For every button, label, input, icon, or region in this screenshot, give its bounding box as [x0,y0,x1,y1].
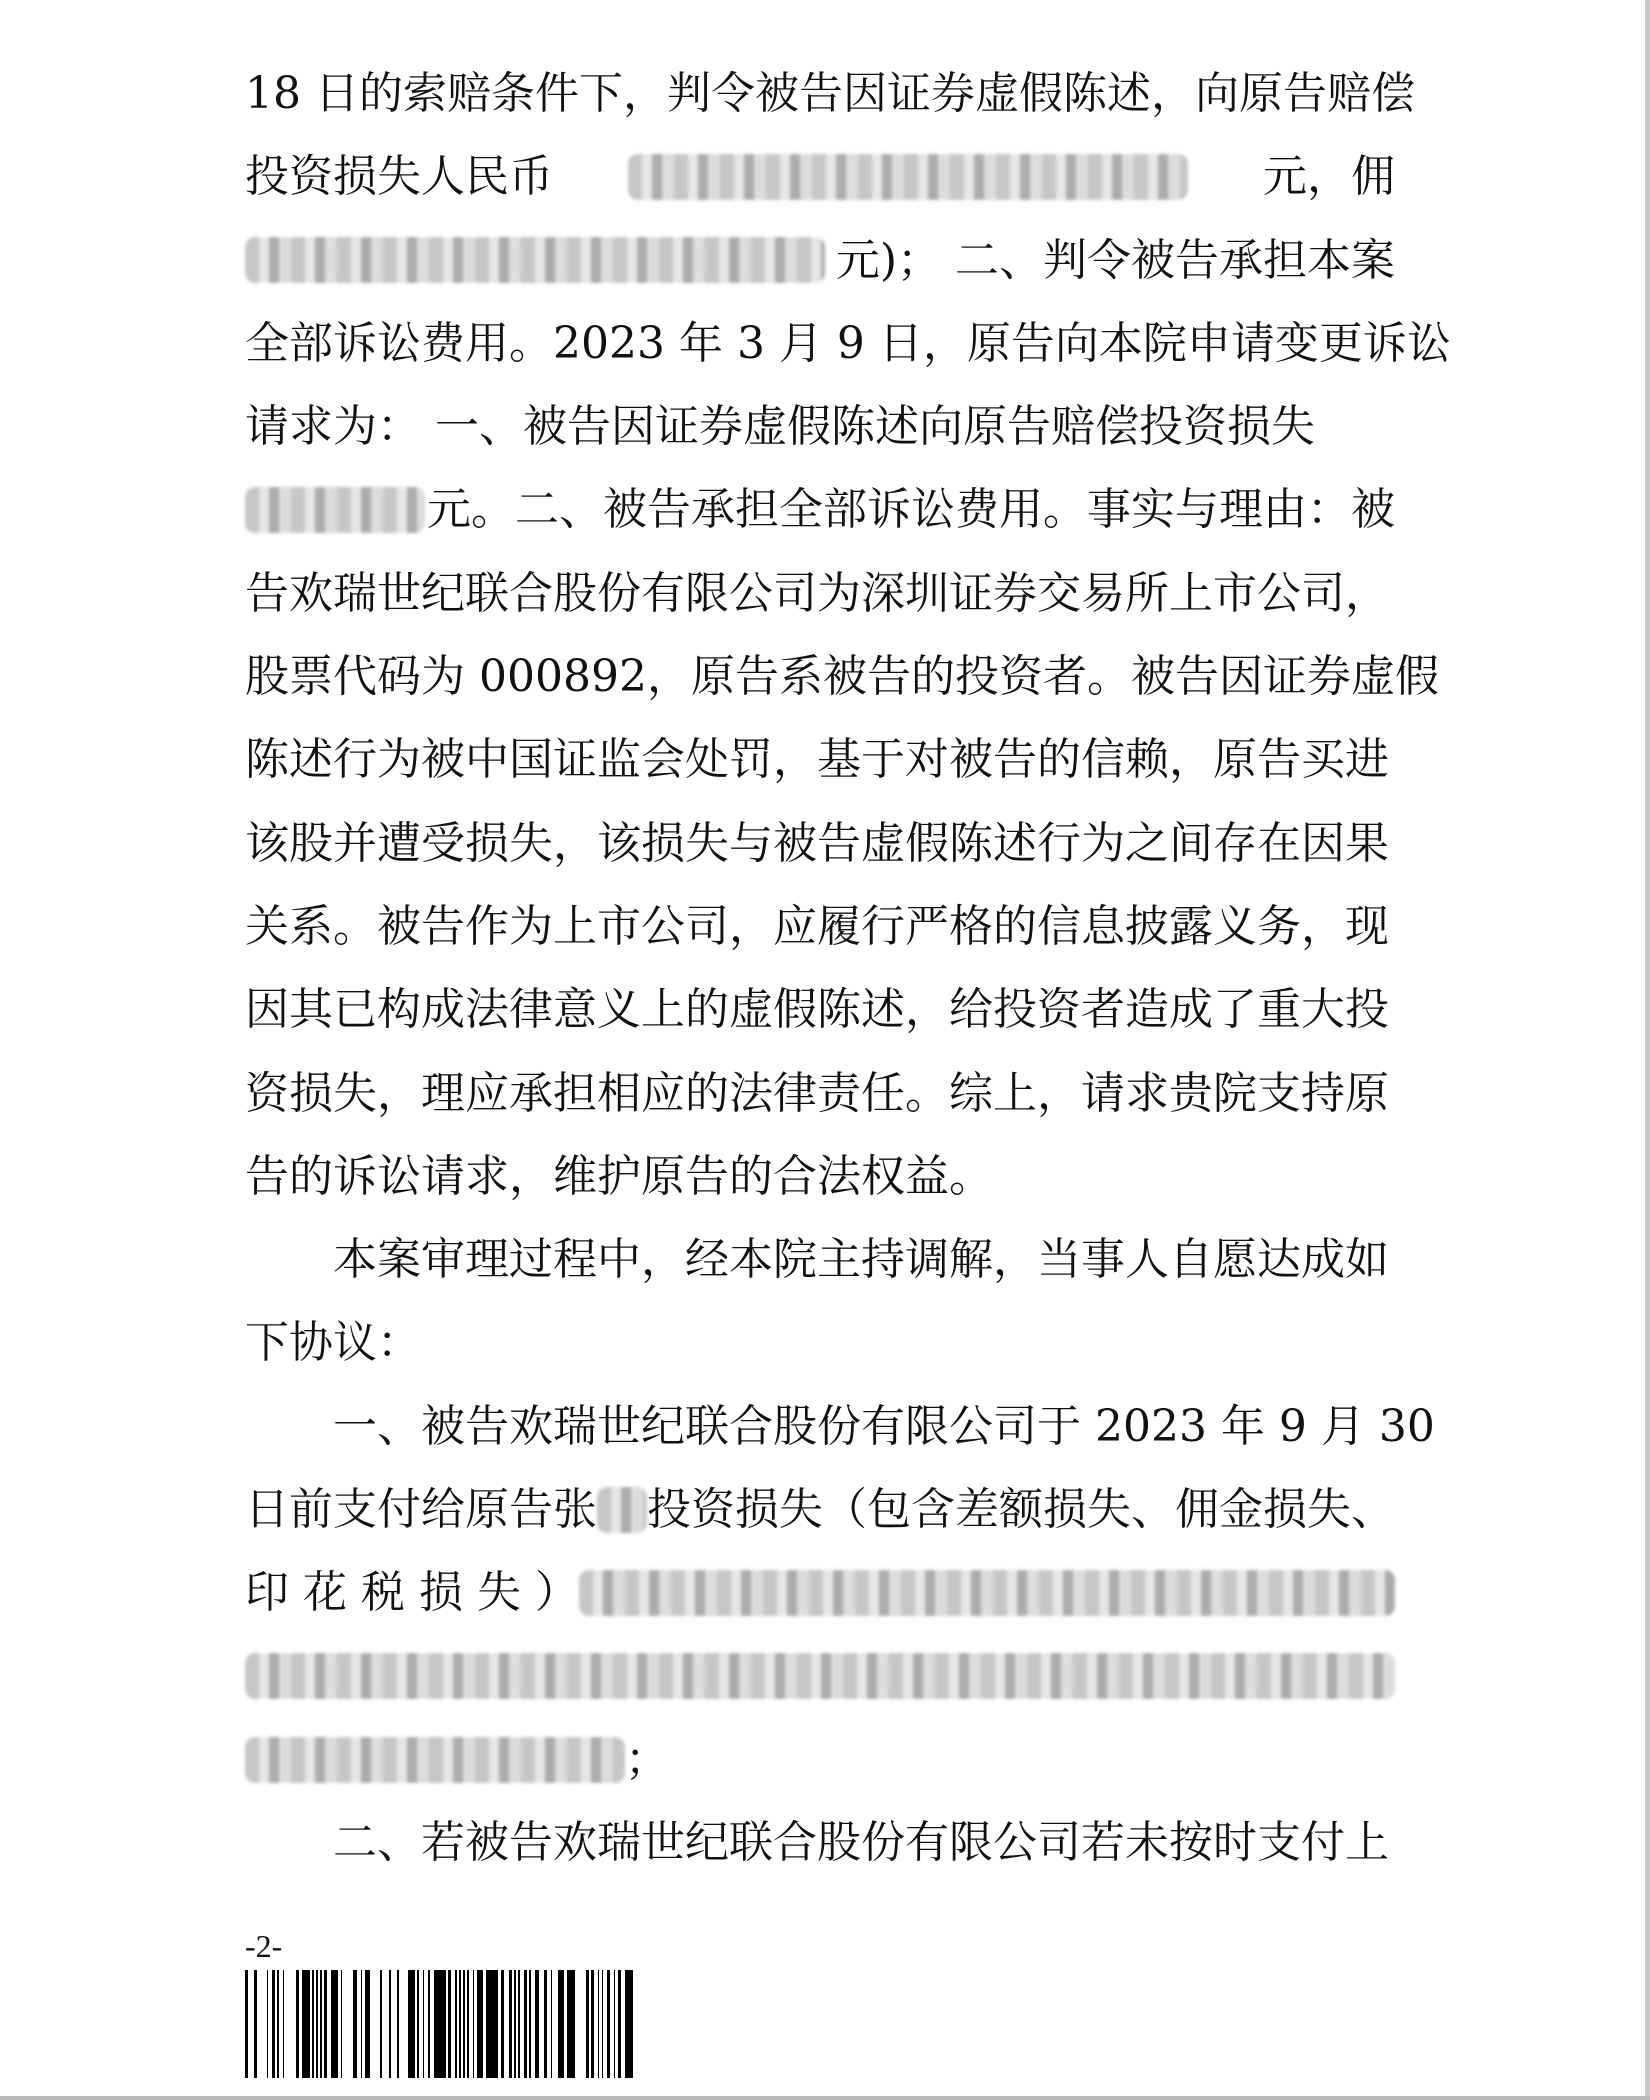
text-segment: 全部诉讼费用。2023 年 3 月 9 日，原告向本院申请变更诉讼 [245,317,1451,369]
text-segment: 元)； 二、判令被告承担本案 [835,234,1395,286]
text-line [245,385,1395,468]
text-line [245,302,1451,385]
barcode-gap [382,1970,389,2078]
text-line [245,635,1439,718]
text-segment: 请求为： 一、被告因证券虚假陈述向原告赔偿投资损失 [245,401,1315,453]
barcode-gap [575,1970,586,2078]
text-segment: 日前支付给原告张 [245,1484,597,1536]
barcode-bar [477,1970,484,2078]
text-segment: 投资损失（包含差额损失、佣金损失、 [647,1484,1395,1536]
text-line [245,968,1395,1051]
text-line [245,1551,1395,1634]
text-segment: 二、若被告欢瑞世纪联合股份有限公司若未按时支付上 [333,1817,1389,1869]
text-line [245,1052,1395,1135]
text-segment: 18 日的索赔条件下，判令被告因证券虚假陈述，向原告赔偿 [245,68,1415,119]
document-body [245,52,1451,1885]
text-line [245,1468,1395,1551]
barcode-gap [248,1970,255,2078]
text-line [245,1218,1395,1301]
barcode-bar [331,1970,338,2078]
barcode-gap [284,1970,296,2078]
barcode-bar [625,1970,633,2078]
barcode-gap [399,1970,408,2078]
text-segment: ； [625,1733,669,1785]
text-line [245,885,1395,968]
barcode-gap [257,1970,266,2078]
barcode-bar [434,1970,446,2078]
text-line [245,468,1395,551]
text-segment: 关系。被告作为上市公司，应履行严格的信息披露义务，现 [245,900,1389,952]
barcode-bar [302,1970,310,2078]
redacted-text [597,1487,647,1533]
text-line [245,552,1395,635]
barcode-bar [567,1970,575,2078]
text-line [245,135,1395,218]
barcode-bar [486,1970,498,2078]
redacted-text [245,237,825,283]
text-line [245,1801,1395,1884]
text-line [245,718,1395,801]
text-line [245,1635,1395,1718]
barcode-gap [370,1970,379,2078]
redacted-text [628,154,1188,200]
text-line [245,1135,1395,1218]
redacted-text [245,1737,625,1783]
text-segment: 元，佣 [1263,151,1395,203]
text-segment: 因其已构成法律意义上的虚假陈述，给投资者造成了重大投 [245,984,1389,1036]
barcode [245,1970,633,2078]
barcode-gap [391,1970,398,2078]
text-line [245,802,1395,885]
barcode-bar [408,1970,415,2078]
text-segment: 元。二、被告承担全部诉讼费用。事实与理由：被 [427,484,1395,536]
page-number: -2- [245,1928,283,1964]
text-segment: 陈述行为被中国证监会处罚，基于对被告的信赖，原告买进 [245,734,1389,786]
redacted-text [245,1653,1395,1699]
text-segment: 资损失，理应承担相应的法律责任。综上，请求贵院支持原 [245,1067,1389,1119]
text-segment: 下协议： [245,1317,421,1369]
text-line [245,219,1395,302]
text-line [245,1385,1435,1468]
text-segment: 一、被告欢瑞世纪联合股份有限公司于 2023 年 9 月 30 [333,1400,1435,1452]
redacted-text [245,487,425,533]
text-segment: 告欢瑞世纪联合股份有限公司为深圳证券交易所上市公司， [245,567,1389,619]
barcode-bar [558,1970,565,2078]
text-line [245,52,1415,135]
text-line [245,1301,1395,1384]
page-edge-right [1645,0,1650,2100]
barcode-gap [342,1970,353,2078]
text-segment: 告的诉讼请求，维护原告的合法权益。 [245,1150,993,1202]
text-line [245,1718,1395,1801]
text-segment: 该股并遭受损失，该损失与被告虚假陈述行为之间存在因果 [245,817,1389,869]
redacted-text [579,1570,1395,1616]
page-edge-bottom [0,2096,1650,2100]
text-segment: 本案审理过程中，经本院主持调解，当事人自愿达成如 [333,1234,1389,1286]
text-segment: 投资损失人民币 [245,151,553,203]
text-segment: 股票代码为 000892，原告系被告的投资者。被告因证券虚假 [245,651,1439,703]
text-segment: 印 花 税 损 失 ） [245,1567,579,1619]
